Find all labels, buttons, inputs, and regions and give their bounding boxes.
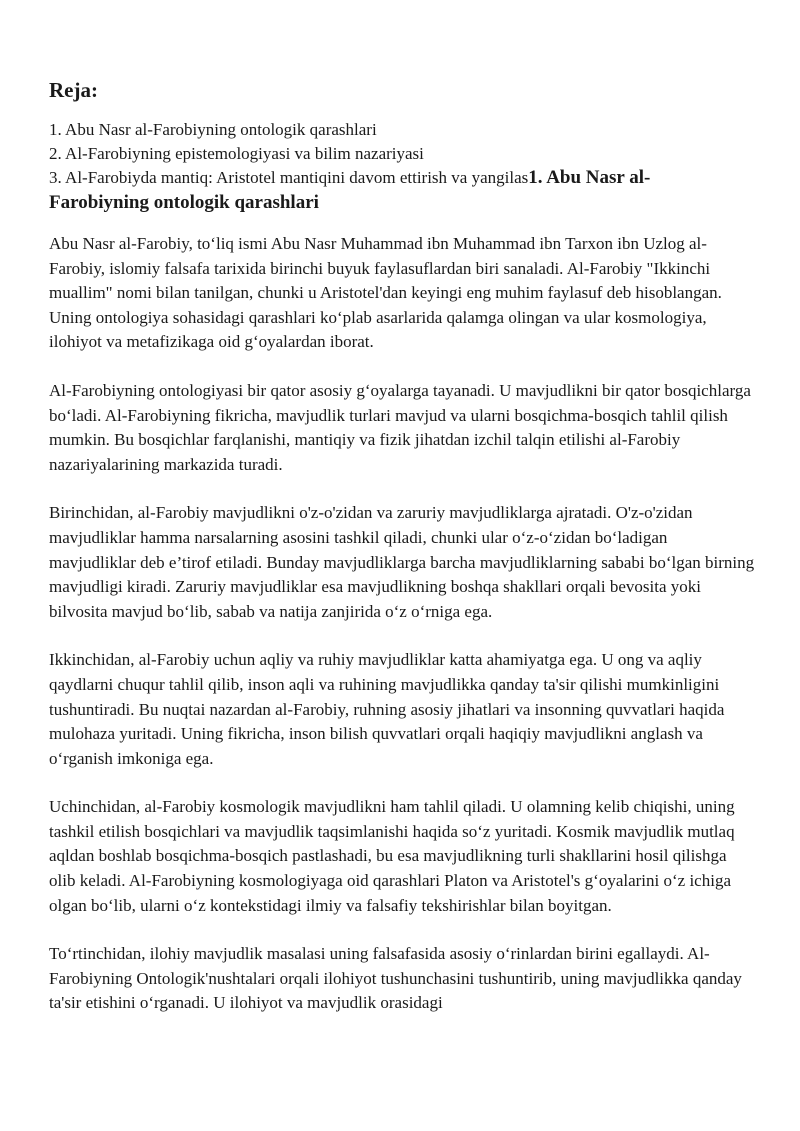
plan-item-3-text: 3. Al-Farobiyda mantiq: Aristotel mantiqini davom ettirish va yangilas	[49, 168, 529, 187]
paragraph-5: Uchinchidan, al-Farobiy kosmologik mavjudlikni ham tahlil qiladi. U olamning kelib chiqishi, uning tashkil etilish bosqichlari va mavjudlik taqsimlanishi haqida so‘z yuritadi. Kosmik mavjudlik mutlaq aqldan boshlab bosqichma-bosqich pastlashadi, bu esa mavjudlikning turli shakllarini hosil qilishga olib keladi. Al-Farobiyning kosmologiyaga oid qarashlari Platon va Aristotel's g‘oyalarini o‘z ichiga olgan bo‘lib, ularni o‘z kontekstidagi ilmiy va falsafiy tekshirishlar bilan boyitgan.	[49, 797, 735, 915]
plan-list	[49, 118, 755, 190]
paragraph-2: Al-Farobiyning ontologiyasi bir qator asosiy g‘oyalarga tayanadi. U mavjudlikni bir qator bosqichlarga bo‘ladi. Al-Farobiyning fikricha, mavjudlik turlari mavjud va ularni bosqichma-bosqich tahlil qilish mumkin. Bu bosqichlar farqlanishi, mantiqiy va fizik jihatdan izchil talqin etilishi al-Farobiy nazariyalarining markazida turadi.	[49, 380, 751, 474]
section-heading-part1: 1. Abu Nasr al-	[528, 167, 651, 188]
plan-title: Reja:	[49, 78, 98, 102]
plan-item-3	[49, 166, 755, 190]
paragraph-4: Ikkinchidan, al-Farobiy uchun aqliy va ruhiy mavjudliklar katta ahamiyatga ega. U ong va aqliy qaydlarni chuqur tahlil qilib, inson aqli va ruhining mavjudlikka qanday ta'sir qilishi mumkinligini tushuntiradi. Bu nuqtai nazardan al-Farobiy, ruhning asosiy jihatlari va insonning quvvatlari haqida mulohaza yuritadi. Uning fikricha, inson bilish quvvatlari orqali haqiqiy mavjudlikni anglash va o‘rganish imkoniga ega.	[49, 650, 725, 768]
section-heading-part2: Farobiyning ontologik qarashlari	[49, 192, 319, 213]
paragraph-6: To‘rtinchidan, ilohiy mavjudlik masalasi uning falsafasida asosiy o‘rinlardan birini egallaydi. Al-Farobiyning Ontologik'nushtalari orqali ilohiyot tushunchasini tushuntirib, uning mavjudlikka qanday ta'sir etishini o‘rganadi. U ilohiyot va mavjudlik orasidagi	[49, 944, 742, 1013]
document-page	[49, 78, 755, 1040]
paragraph-3: Birinchidan, al-Farobiy mavjudlikni o'z-o'zidan va zaruriy mavjudliklarga ajratadi. O'z-o'zidan mavjudliklar hamma narsalarning asosini tashkil qiladi, chunki ular o‘z-o‘zidan bo‘ladigan mavjudliklar deb e’tirof etiladi. Bunday mavjudliklarga barcha mavjudliklarning sababi bo‘lgan birning mavjudligi kiradi. Zaruriy mavjudliklar esa mavjudlikning boshqa shakllari orqali bevosita yoki bilvosita mavjud bo‘lib, sabab va natija zanjirida o‘z o‘rniga ega.	[49, 503, 755, 621]
plan-item-2: 2. Al-Farobiyning epistemologiyasi va bilim nazariyasi	[49, 144, 424, 163]
paragraph-1: Abu Nasr al-Farobiy, to‘liq ismi Abu Nasr Muhammad ibn Muhammad ibn Tarxon ibn Uzlog al-Farobiy, islomiy falsafa tarixida birinchi buyuk faylasuflardan biri sanaladi. Al-Farobiy "Ikkinchi muallim" nomi bilan tanilgan, chunki u Aristotel'dan keyingi eng muhim faylasuf deb hisoblangan. Uning ontologiya sohasidagi qarashlari ko‘plab asarlarida qalamga olingan va ular kosmologiya, ilohiyot va metafizikaga oid g‘oyalardan iborat.	[49, 234, 722, 352]
plan-item-1: 1. Abu Nasr al-Farobiyning ontologik qarashlari	[49, 120, 377, 139]
